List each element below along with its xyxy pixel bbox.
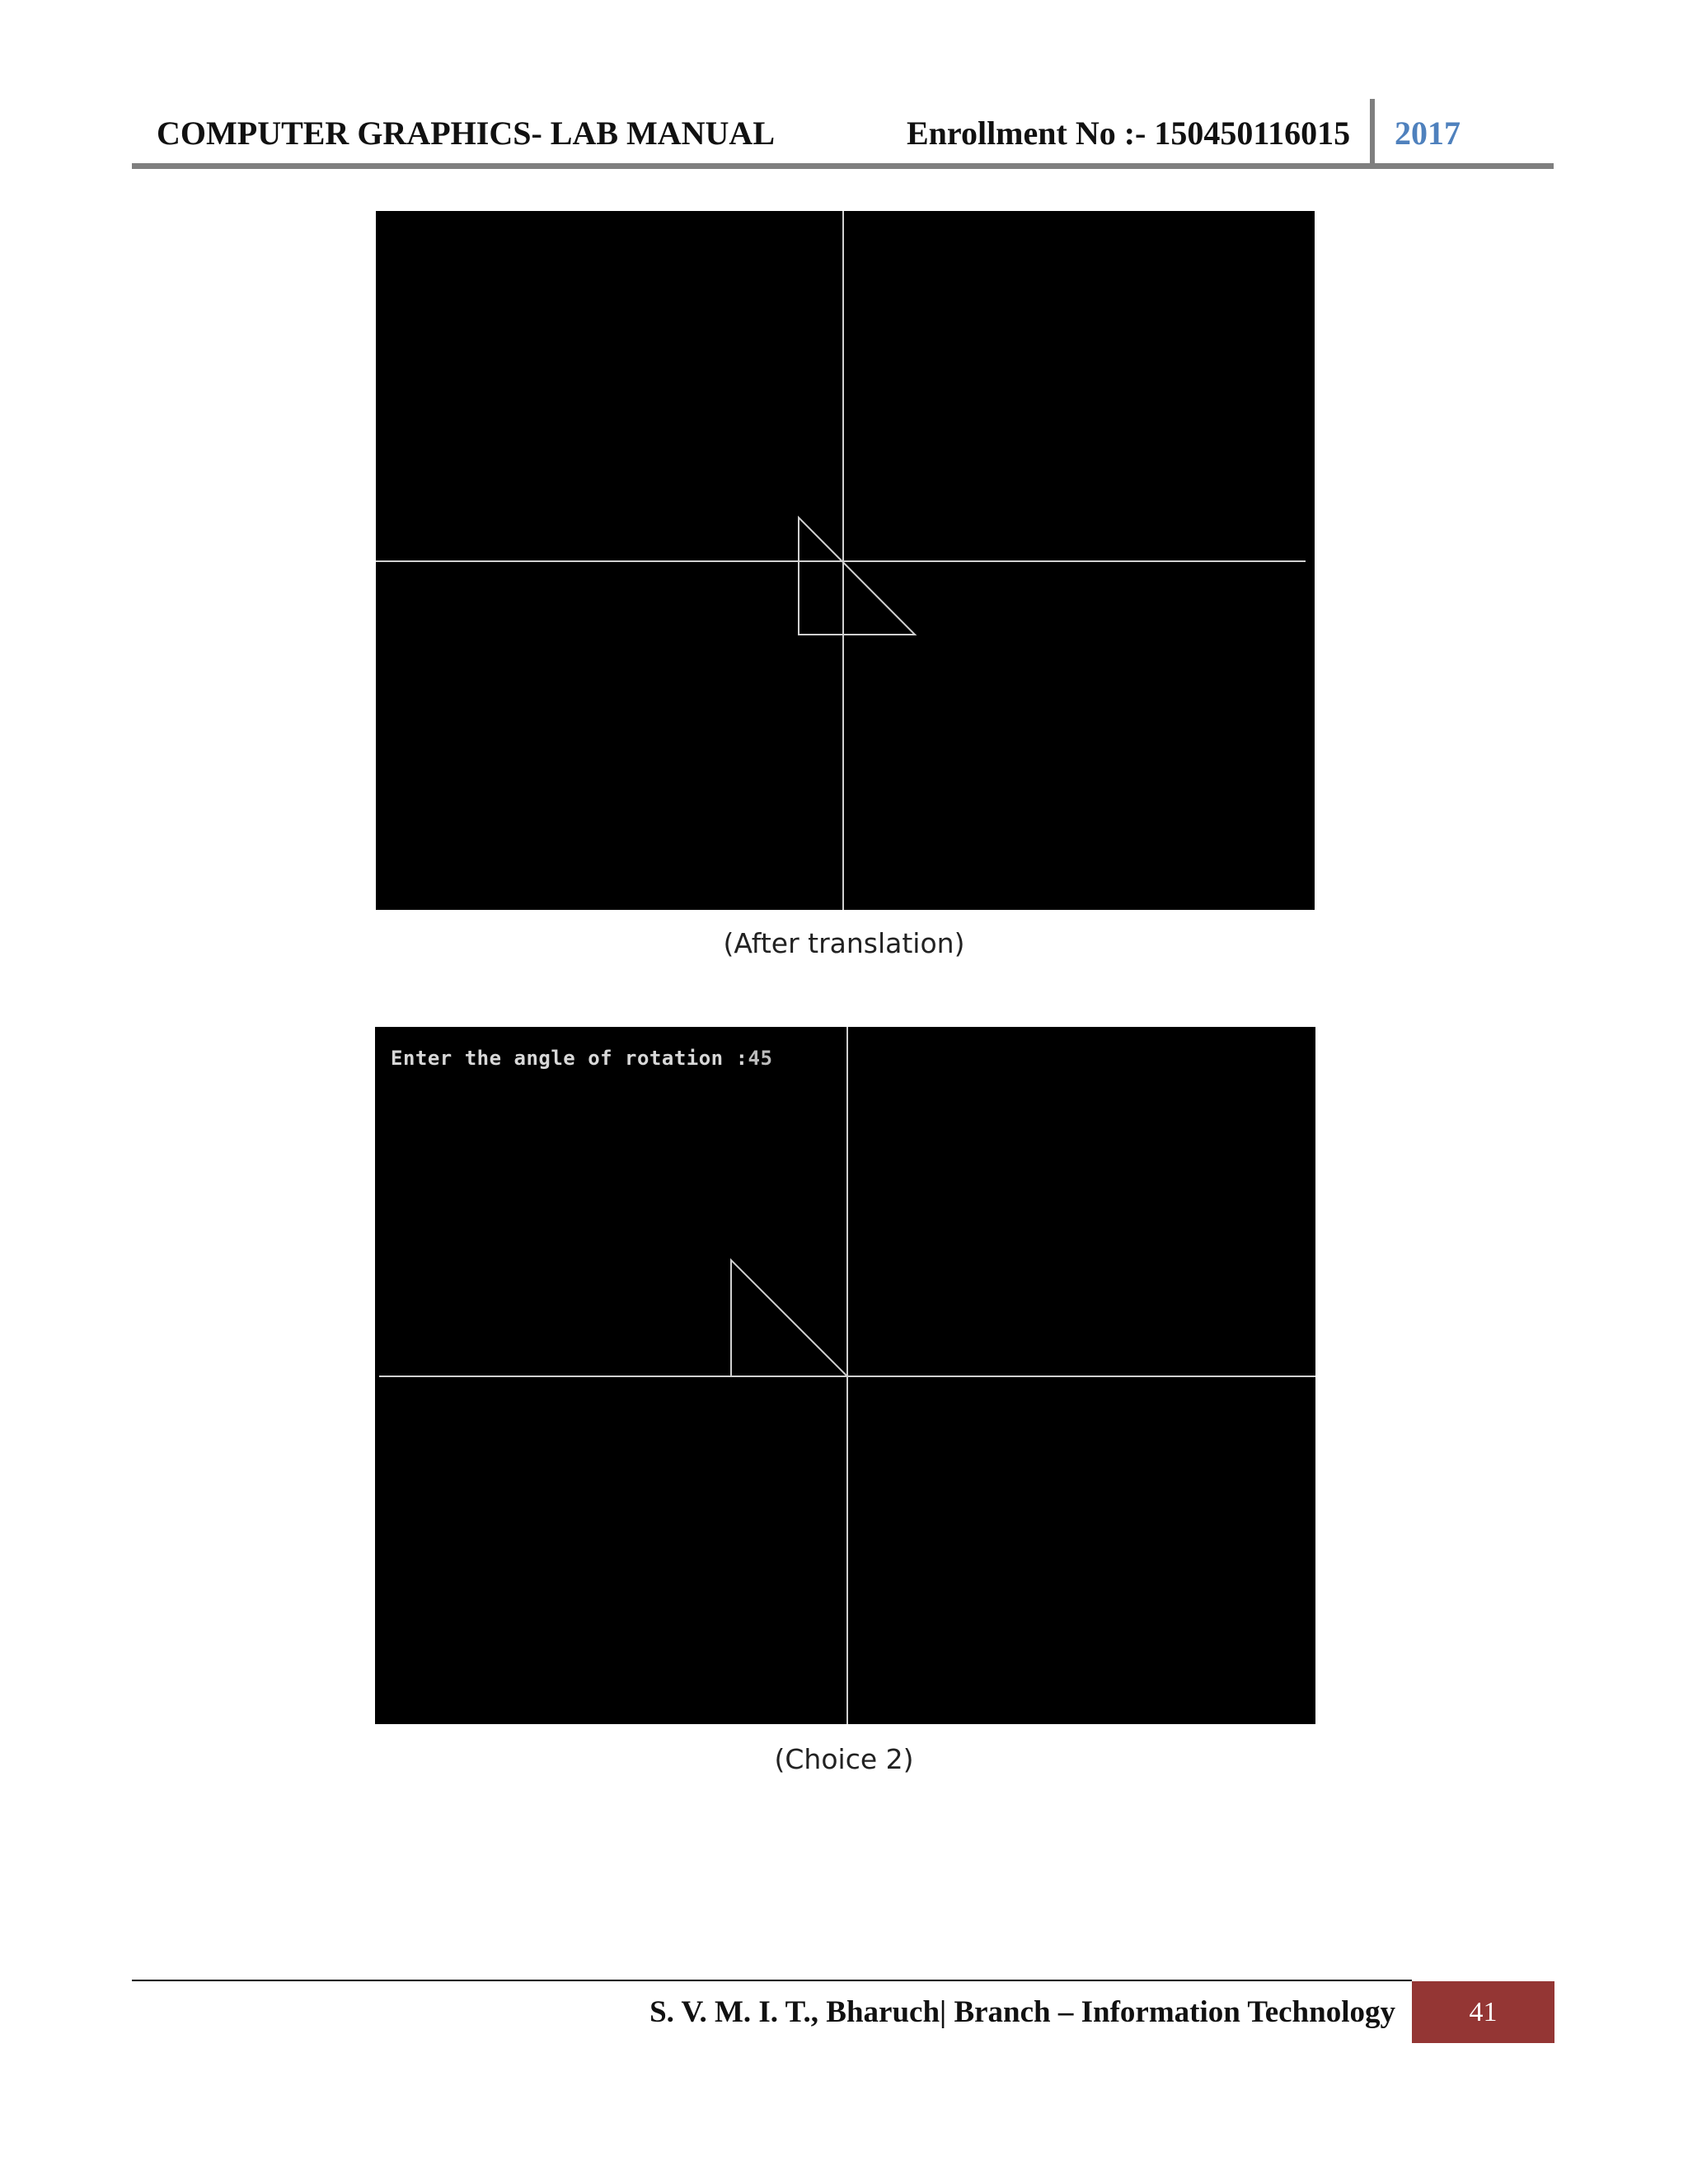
footer-rule (132, 1980, 1412, 1981)
header-year: 2017 (1395, 115, 1461, 152)
header-separator (1370, 99, 1375, 166)
graphics-screen-rotation (375, 1027, 1315, 1724)
figure-caption-choice: (Choice 2) (774, 1743, 914, 1775)
rotation-canvas (375, 1027, 1315, 1724)
page-header (132, 97, 1554, 171)
rotation-angle-prompt (391, 1047, 772, 1070)
graphics-screen-translation (376, 211, 1315, 910)
enrollment-number: Enrollment No :- 150450116015 (907, 115, 1351, 152)
prompt-label: Enter the angle of rotation : (391, 1047, 748, 1070)
translated-triangle (799, 518, 915, 635)
figure-caption-translation: (After translation) (723, 927, 965, 959)
footer-institute: S. V. M. I. T., Bharuch| Branch – Information Technology (649, 1995, 1395, 2029)
prompt-value: 45 (748, 1047, 773, 1070)
header-rule (132, 163, 1554, 169)
rotated-triangle (731, 1260, 847, 1376)
manual-title: COMPUTER GRAPHICS- LAB MANUAL (157, 115, 775, 152)
translation-canvas (376, 211, 1315, 910)
page-number-badge: 41 (1412, 1981, 1554, 2043)
